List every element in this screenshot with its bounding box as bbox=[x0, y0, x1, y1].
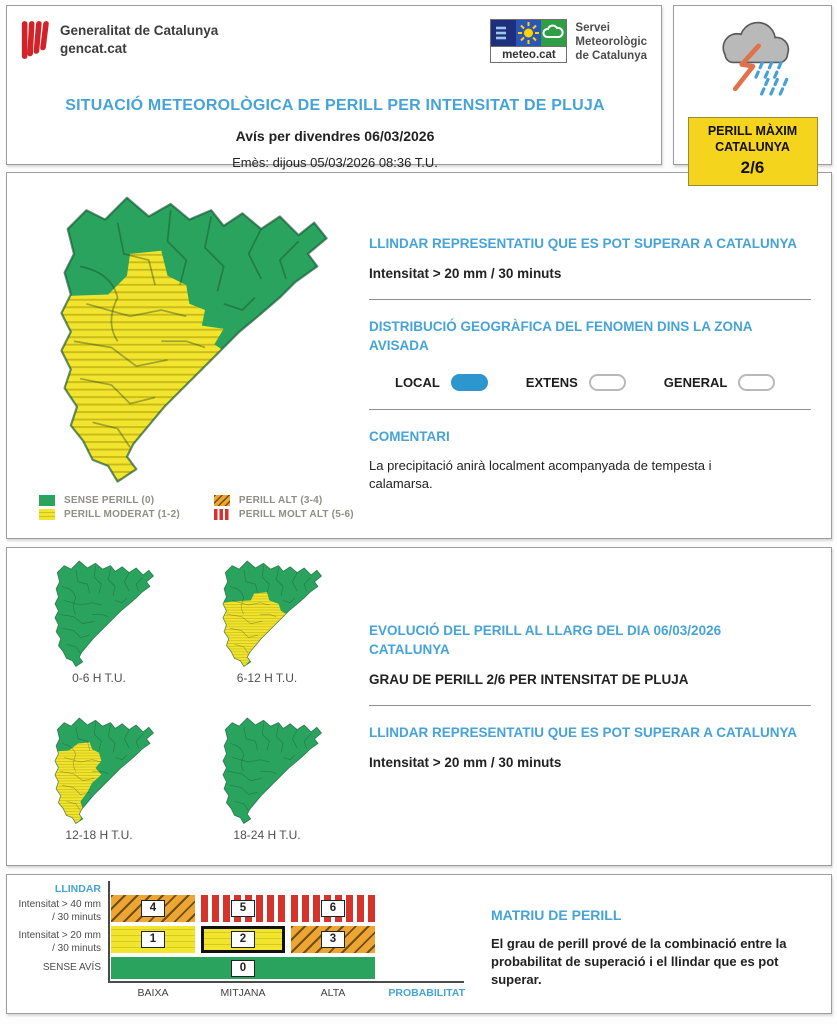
section3-text-area bbox=[477, 875, 831, 1013]
map-cell-6-12 bbox=[183, 554, 351, 709]
matrix-cell-3 bbox=[291, 926, 375, 953]
legend-swatch-green bbox=[39, 495, 55, 506]
distribucio-toggles bbox=[395, 374, 811, 391]
matrix-row-label-40mm: Intensitat > 40 mm / 30 minuts bbox=[18, 899, 101, 923]
cell-value: 0 bbox=[231, 960, 255, 977]
cell-value: 6 bbox=[321, 900, 345, 917]
divider bbox=[369, 705, 811, 706]
llindar-value: Intensitat > 20 mm / 30 minuts bbox=[369, 265, 562, 281]
legend-item bbox=[39, 495, 180, 506]
meteocat-squares bbox=[491, 20, 566, 46]
matrix-cell-6 bbox=[291, 895, 375, 922]
logo-row bbox=[21, 19, 649, 81]
max-value: 2/6 bbox=[740, 157, 765, 177]
toggle-general[interactable] bbox=[664, 374, 776, 391]
toggle-off-icon[interactable] bbox=[738, 374, 775, 391]
matrix-cell-5 bbox=[201, 895, 285, 922]
legend-item bbox=[214, 495, 354, 506]
divider bbox=[369, 409, 811, 410]
header-main-box bbox=[6, 5, 662, 170]
meteocat-sun-icon bbox=[516, 20, 541, 46]
meteocat-wordmark: meteo.cat bbox=[491, 46, 566, 62]
max-danger-box bbox=[673, 5, 832, 177]
matrix-x-axis-label: PROBABILITAT bbox=[388, 987, 465, 999]
map-label: 18-24 H T.U. bbox=[233, 827, 301, 842]
toggle-local-label: LOCAL bbox=[395, 374, 440, 390]
meteocat-cloud-icon bbox=[541, 20, 566, 46]
legend-swatch-red-striped bbox=[214, 509, 230, 520]
legend-swatch-orange-hatched bbox=[214, 495, 230, 506]
map-legend bbox=[39, 495, 359, 520]
max-line2: CATALUNYA bbox=[715, 140, 790, 155]
gencat-text bbox=[60, 19, 218, 57]
matrix-col-mitjana: MITJANA bbox=[220, 987, 266, 999]
toggle-general-label: GENERAL bbox=[663, 374, 728, 390]
map-cell-12-18 bbox=[15, 711, 183, 866]
map-label: 6-12 H T.U. bbox=[236, 671, 298, 685]
evolucio-heading: EVOLUCIÓ DEL PERILL AL LLARG DEL DIA 06/03/2026 CATALUNYA bbox=[369, 623, 722, 657]
distribucio-heading: DISTRIBUCIÓ GEOGRÀFICA DEL FENOMEN DINS LA ZONA AVISADA bbox=[369, 318, 753, 353]
legend-label: SENSE PERILL (0) bbox=[64, 495, 155, 506]
catalunya-map-18-24 bbox=[193, 711, 341, 827]
matrix-cell-2-selected bbox=[201, 926, 285, 953]
legend-label: PERILL MOLT ALT (5-6) bbox=[238, 509, 354, 520]
legend-item bbox=[214, 509, 354, 520]
max-line1: PERILL MÀXIM bbox=[707, 124, 798, 138]
servei-name bbox=[575, 19, 647, 63]
toggle-extens-label: EXTENS bbox=[525, 374, 578, 390]
catalunya-map-0-6 bbox=[25, 554, 173, 670]
catalunya-map-12-18 bbox=[25, 711, 173, 827]
cell-value: 4 bbox=[141, 900, 165, 917]
llindar-heading-2: LLINDAR REPRESENTATIU QUE ES POT SUPERAR A CATALUNYA bbox=[369, 724, 798, 740]
cell-value: 3 bbox=[321, 931, 345, 948]
section2-text-area bbox=[359, 548, 831, 865]
matriu-description: El grau de perill prové de la combinació entre la probabilitat de superació i el llindar que es pot superar. bbox=[491, 935, 787, 987]
llindar-heading: LLINDAR REPRESENTATIU QUE ES POT SUPERAR A CATALUNYA bbox=[369, 236, 798, 251]
catalunya-map-main bbox=[15, 179, 345, 491]
servei-line1: Servei bbox=[575, 22, 610, 34]
matrix-row-label-sense-avis: SENSE AVÍS bbox=[42, 962, 101, 973]
meteocat-box bbox=[490, 19, 567, 63]
section-matrix bbox=[6, 874, 832, 1014]
comentari-text: La precipitació anirà localment acompanyada de tempesta i calamarsa. bbox=[369, 457, 712, 492]
toggle-off-icon[interactable] bbox=[589, 374, 626, 391]
meteocat-logo bbox=[490, 19, 647, 63]
toggle-local[interactable] bbox=[395, 374, 488, 391]
llindar-value-2: Intensitat > 20 mm / 30 minuts bbox=[369, 754, 562, 770]
catalunya-map-6-12 bbox=[193, 554, 341, 670]
legend-swatch-yellow bbox=[39, 509, 55, 520]
map-cell-18-24 bbox=[183, 711, 351, 866]
section-evolution bbox=[6, 547, 832, 866]
map-cell-0-6 bbox=[15, 554, 183, 709]
matrix-col-baixa: BAIXA bbox=[137, 987, 169, 999]
section1-text-area bbox=[359, 173, 831, 538]
gencat-line1: Generalitat de Catalunya bbox=[60, 23, 219, 38]
matrix-cell-1 bbox=[111, 926, 195, 953]
cell-value: 2 bbox=[231, 931, 255, 948]
legend-label: PERILL ALT (3-4) bbox=[238, 495, 323, 506]
evolution-maps bbox=[7, 548, 359, 865]
matrix-row-label-20mm: Intensitat > 20 mm / 30 minuts bbox=[18, 930, 101, 954]
matrix-y-axis bbox=[108, 881, 110, 982]
matrix-x-axis bbox=[108, 981, 464, 983]
cell-value: 1 bbox=[141, 931, 165, 948]
issued-line: Emès: dijous 05/03/2026 08:36 T.U. bbox=[232, 155, 438, 170]
toggle-extens[interactable] bbox=[526, 374, 626, 391]
map-label: 0-6 H T.U. bbox=[72, 671, 126, 685]
toggle-on-icon[interactable] bbox=[451, 374, 488, 391]
servei-line3: de Catalunya bbox=[575, 49, 647, 62]
matrix-col-alta: ALTA bbox=[320, 987, 346, 999]
servei-line2: Meteorològic bbox=[575, 35, 647, 48]
legend-item bbox=[39, 509, 180, 520]
storm-cloud-icon bbox=[705, 14, 801, 105]
matrix-cell-4 bbox=[111, 895, 195, 922]
comentari-heading: COMENTARI bbox=[369, 428, 450, 444]
matriu-heading: MATRIU DE PERILL bbox=[491, 907, 622, 923]
danger-matrix bbox=[7, 875, 477, 1013]
avis-subtitle: Avís per divendres 06/03/2026 bbox=[235, 128, 435, 144]
meteocat-lines-icon bbox=[491, 20, 516, 46]
senyera-icon bbox=[21, 19, 51, 66]
matrix-y-axis-label: LLINDAR bbox=[54, 883, 101, 895]
grau-text: GRAU DE PERILL 2/6 PER INTENSITAT DE PLUJA bbox=[369, 671, 689, 687]
map-label: 12-18 H T.U. bbox=[65, 827, 133, 842]
gencat-logo bbox=[21, 19, 218, 66]
matrix-cell-0 bbox=[111, 957, 375, 979]
gencat-line2: gencat.cat bbox=[60, 40, 127, 56]
section-warning-map bbox=[6, 172, 832, 539]
page-title: SITUACIÓ METEOROLÒGICA DE PERILL PER INTENSITAT DE PLUJA bbox=[65, 97, 605, 114]
divider bbox=[369, 299, 811, 300]
cell-value: 5 bbox=[231, 900, 255, 917]
legend-label: PERILL MODERAT (1-2) bbox=[64, 509, 180, 520]
section1-map-area bbox=[7, 173, 359, 538]
header bbox=[6, 5, 832, 177]
